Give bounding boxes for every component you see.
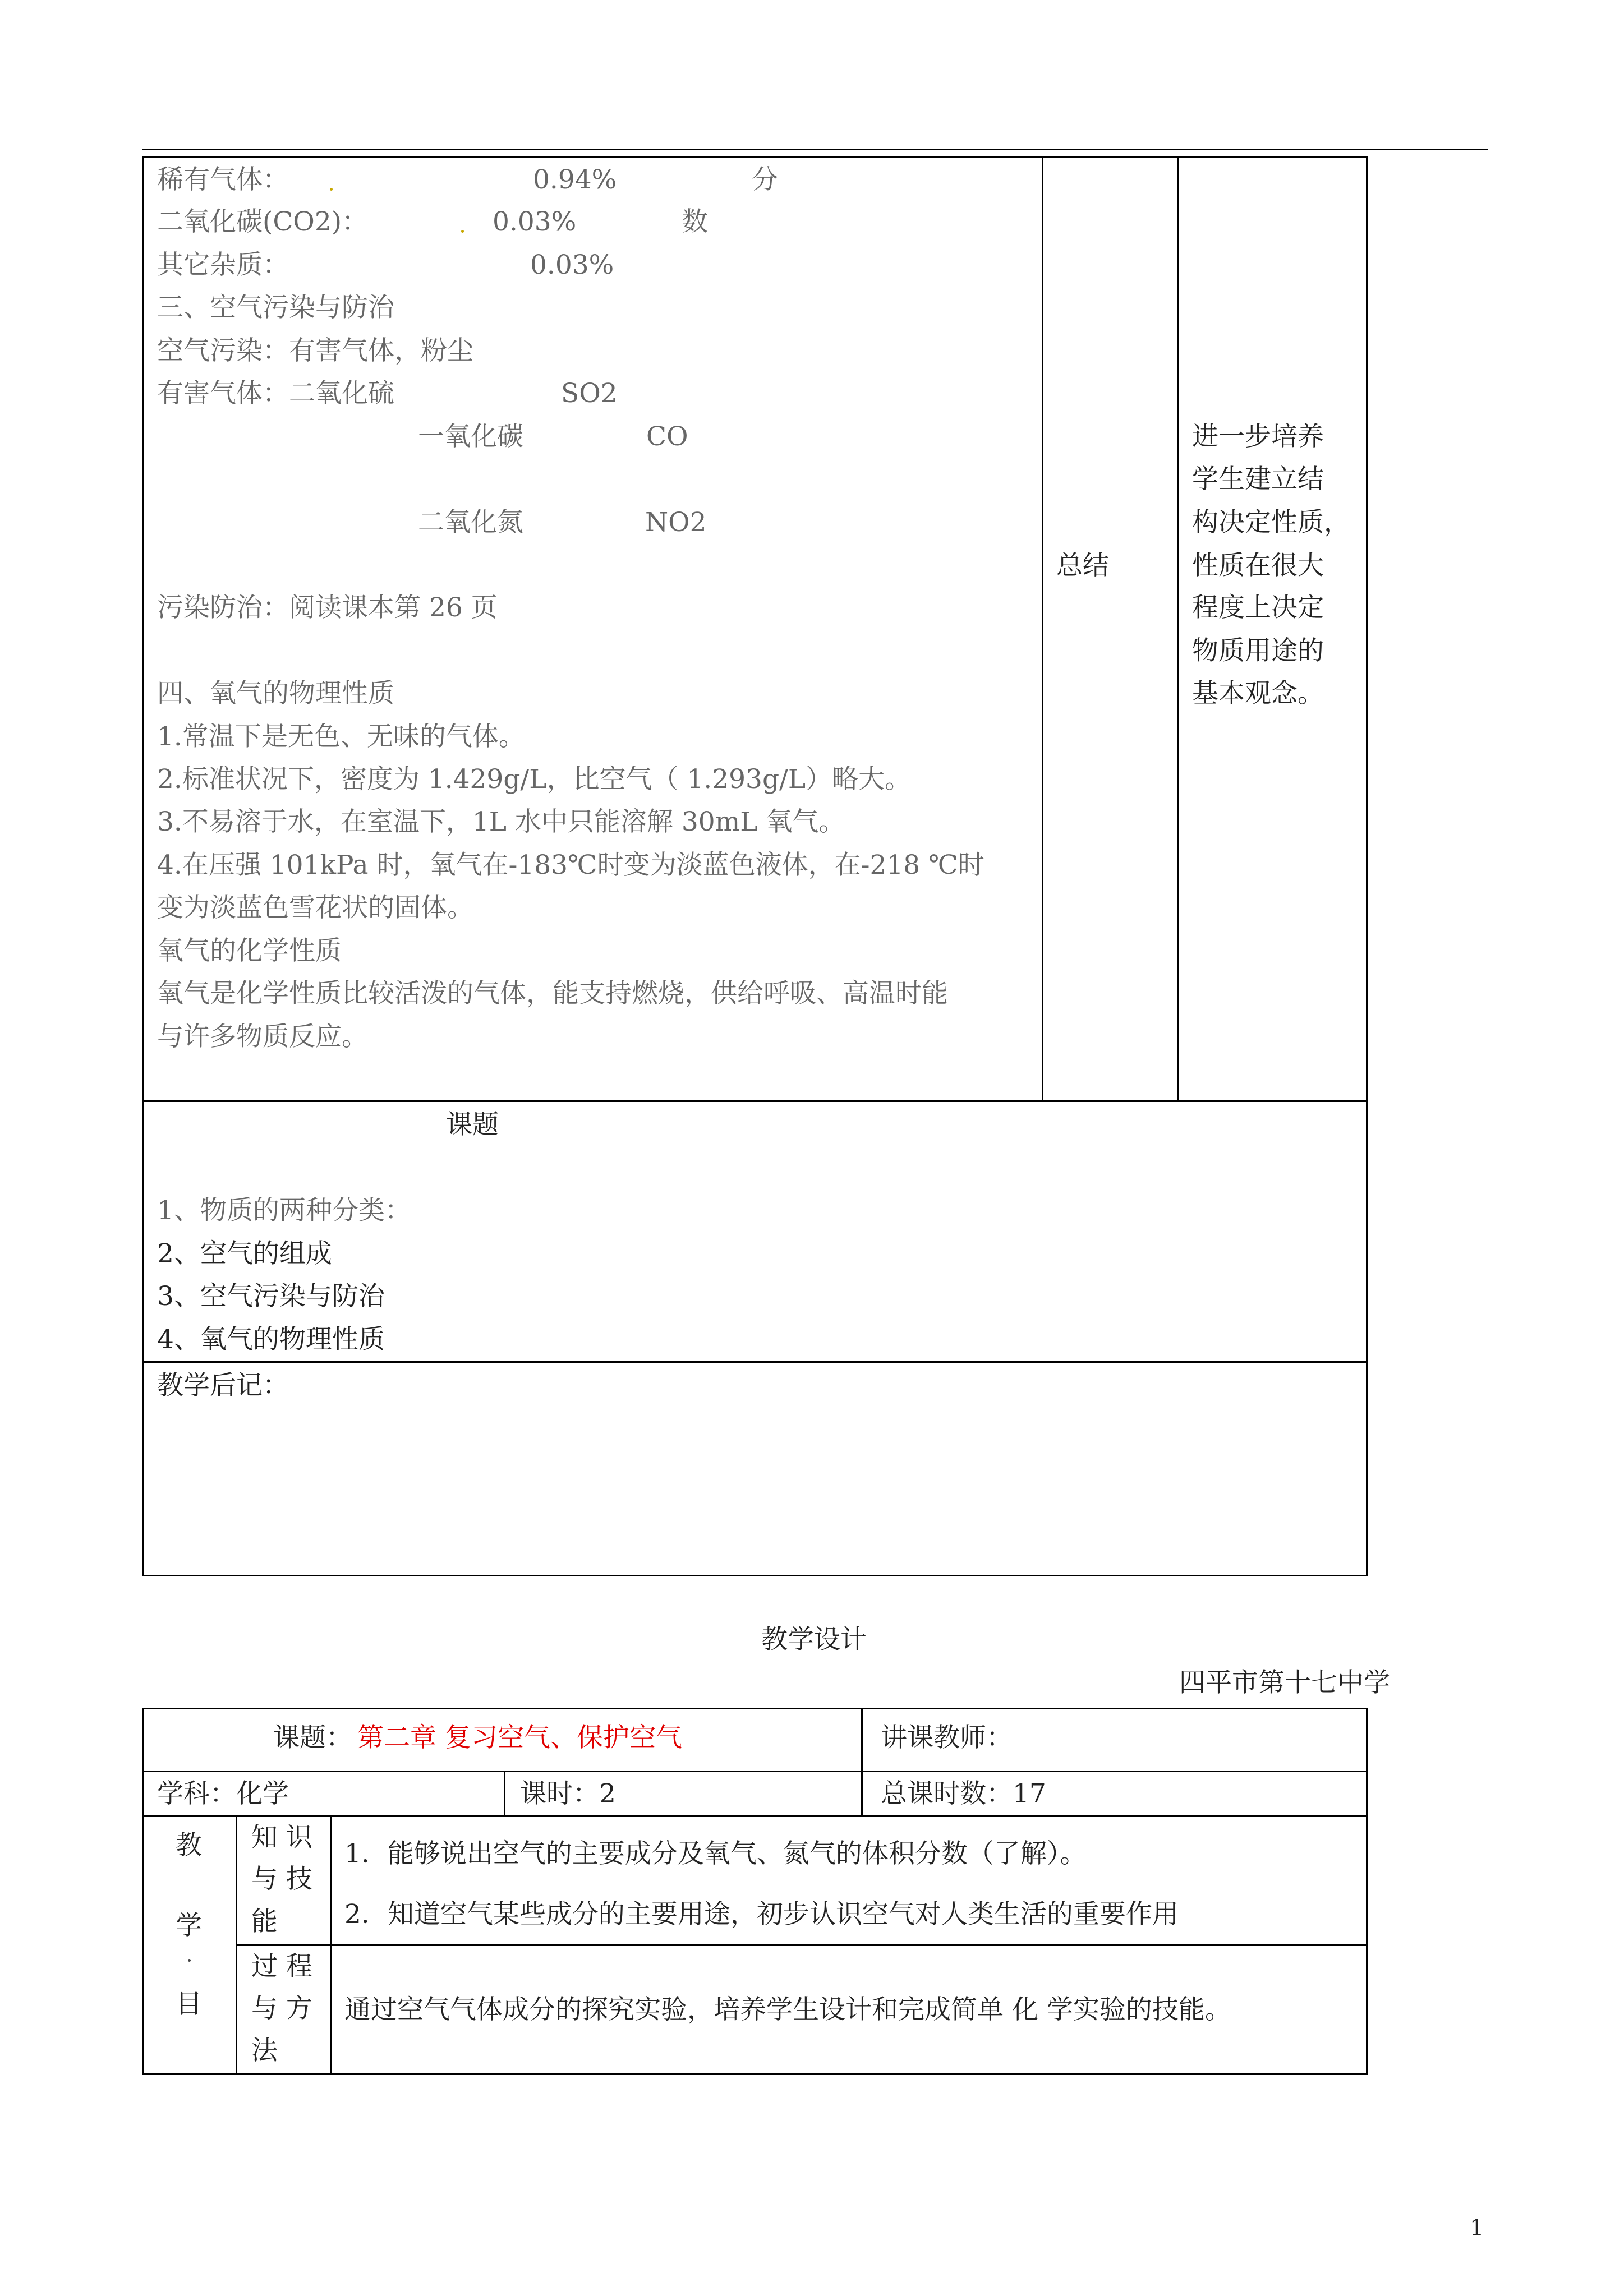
prevention-line: 污染防治：阅读课本第 26 页 bbox=[157, 592, 498, 623]
table-border bbox=[142, 1100, 1368, 1102]
process-text: 通过空气气体成分的探究实验，培养学生设计和完成简单 化 学实验的技能。 bbox=[344, 1994, 1231, 2025]
property-line: 2.标准状况下，密度为 1.429g/L，比空气（ 1.293g/L）略大。 bbox=[157, 764, 912, 795]
design-title: 教学设计 bbox=[761, 1624, 867, 1655]
co2-value: 0.03% bbox=[493, 206, 577, 237]
knowledge-label: 能 bbox=[251, 1906, 278, 1937]
gas-co-name: 一氧化碳 bbox=[418, 421, 523, 452]
property-line: 3.不易溶于水，在室温下，1L 水中只能溶解 30mL 氧气。 bbox=[157, 806, 845, 837]
intent-line: 进一步培养 bbox=[1192, 421, 1324, 452]
section4-title: 四、氧气的物理性质 bbox=[157, 678, 394, 709]
table-border bbox=[142, 1771, 1368, 1772]
dot-mark bbox=[461, 230, 464, 233]
total-periods-cell: 总课时数：17 bbox=[881, 1778, 1046, 1809]
lesson-topic-value: 第二章 复习空气、保护空气 bbox=[357, 1722, 682, 1753]
goals-label: 学 bbox=[176, 1910, 202, 1941]
other-label: 其它杂质： bbox=[157, 250, 289, 280]
chem-line: 与许多物质反应。 bbox=[157, 1021, 368, 1052]
gas-no2-name: 二氧化氮 bbox=[418, 507, 523, 538]
topic-item: 1、物质的两种分类： bbox=[157, 1195, 411, 1226]
table-border bbox=[236, 1815, 237, 2075]
table-border bbox=[504, 1771, 505, 1817]
table-border bbox=[861, 1708, 863, 1817]
other-value: 0.03% bbox=[530, 250, 614, 280]
pollution-line: 空气污染：有害气体，粉尘 bbox=[157, 335, 473, 366]
table-border bbox=[1042, 156, 1043, 1102]
period-cell: 课时：2 bbox=[520, 1778, 616, 1809]
lesson-topic-label: 课题： bbox=[273, 1722, 352, 1753]
table-border bbox=[142, 156, 144, 1576]
header-rule bbox=[142, 149, 1488, 150]
page-number: 1 bbox=[1470, 2215, 1484, 2241]
co2-label: 二氧化碳(CO2)： bbox=[157, 206, 369, 237]
subject-cell: 学科：化学 bbox=[157, 1778, 289, 1809]
rare-gas-extra: 分 bbox=[752, 164, 778, 195]
table-border bbox=[142, 1815, 1368, 1817]
activity-summary: 总结 bbox=[1056, 550, 1109, 581]
knowledge-label: 与 技 bbox=[251, 1864, 312, 1894]
intent-line: 性质在很大 bbox=[1192, 550, 1324, 581]
property-line: 4.在压强 101kPa 时，氧气在-183℃时变为淡蓝色液体，在-218 ℃时 bbox=[157, 850, 984, 880]
postscript-label: 教学后记： bbox=[157, 1370, 289, 1401]
table-border bbox=[142, 1361, 1368, 1363]
process-label: 法 bbox=[251, 2035, 278, 2066]
goals-label: 目 bbox=[176, 1989, 202, 2020]
property-line: 1.常温下是无色、无味的气体。 bbox=[157, 721, 525, 752]
topic-item: 4、氧气的物理性质 bbox=[157, 1324, 385, 1355]
intent-line: 基本观念。 bbox=[1192, 678, 1324, 709]
table-border bbox=[142, 1575, 1368, 1576]
knowledge-label: 知 识 bbox=[251, 1822, 312, 1853]
table-border bbox=[1366, 1708, 1368, 2075]
rare-gas-label: 稀有气体： bbox=[157, 164, 289, 195]
school-name: 四平市第十七中学 bbox=[1179, 1667, 1390, 1698]
table-border bbox=[142, 1708, 1368, 1709]
intent-line: 程度上决定 bbox=[1192, 592, 1324, 623]
intent-line: 物质用途的 bbox=[1192, 635, 1324, 666]
co2-extra: 数 bbox=[682, 206, 708, 237]
topic-block-title: 课题 bbox=[446, 1109, 499, 1140]
knowledge-item: 2．知道空气某些成分的主要用途，初步认识空气对人类生活的重要作用 bbox=[344, 1899, 1179, 1930]
gas-co-formula: CO bbox=[646, 421, 688, 452]
table-border bbox=[1366, 156, 1368, 1576]
chem-line: 氧气是化学性质比较活泼的气体，能支持燃烧，供给呼吸、高温时能 bbox=[157, 978, 948, 1009]
harmful-formula-so2: SO2 bbox=[561, 378, 618, 409]
teacher-label: 讲课教师： bbox=[881, 1722, 1013, 1753]
topic-item: 2、空气的组成 bbox=[157, 1238, 332, 1269]
dot-mark bbox=[330, 188, 333, 191]
property-line: 变为淡蓝色雪花状的固体。 bbox=[157, 892, 473, 923]
dot-mark bbox=[188, 1959, 191, 1962]
table-border bbox=[142, 156, 1368, 158]
process-label: 过 程 bbox=[251, 1951, 312, 1982]
goals-label: 教 bbox=[176, 1830, 202, 1861]
topic-item: 3、空气污染与防治 bbox=[157, 1281, 385, 1312]
gas-no2-formula: NO2 bbox=[645, 507, 707, 538]
knowledge-item: 1．能够说出空气的主要成分及氧气、氮气的体积分数（了解）。 bbox=[344, 1838, 1087, 1869]
table-border bbox=[142, 2073, 1368, 2075]
rare-gas-value: 0.94% bbox=[533, 164, 617, 195]
table-border bbox=[1177, 156, 1179, 1102]
process-label: 与 方 bbox=[251, 1993, 312, 2024]
table-border bbox=[142, 1708, 144, 2075]
harmful-gas-label: 有害气体：二氧化硫 bbox=[157, 378, 394, 409]
section3-title: 三、空气污染与防治 bbox=[157, 292, 394, 323]
intent-line: 构决定性质， bbox=[1192, 507, 1350, 538]
table-border bbox=[236, 1944, 1368, 1946]
table-border bbox=[330, 1815, 332, 2075]
intent-line: 学生建立结 bbox=[1192, 464, 1324, 495]
chem-title: 氧气的化学性质 bbox=[157, 935, 342, 966]
